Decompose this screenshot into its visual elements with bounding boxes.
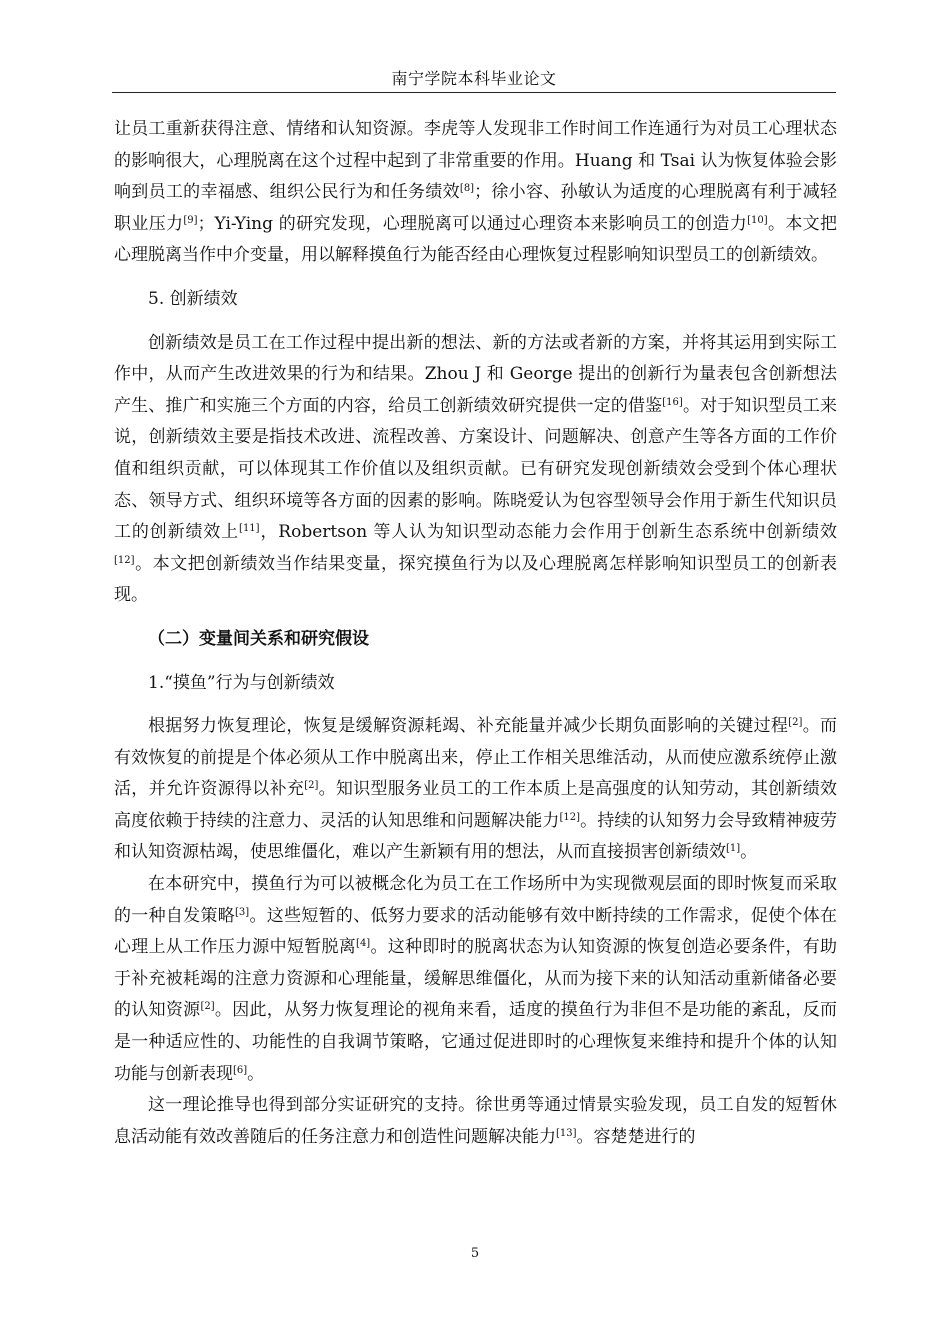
citation: [1] <box>726 843 741 855</box>
citation: [9] <box>183 214 198 226</box>
citation: [2] <box>304 780 319 792</box>
citation: [12] <box>114 554 135 566</box>
paragraph-empirical-support: 这一理论推导也得到部分实证研究的支持。徐世勇等通过情景实验发现，员工自发的短暂休息活动能有效改善随后的任务注意力和创造性问题解决能力[13]。容楚楚进行的 <box>114 1095 837 1147</box>
citation: [6] <box>233 1064 248 1076</box>
running-header: 南宁学院本科毕业论文 <box>391 69 557 88</box>
body-text <box>114 114 837 1153</box>
subheading-innovation-performance: 5. 创新绩效 <box>148 288 238 309</box>
citation: [2] <box>788 717 803 729</box>
citation: [13] <box>556 1127 577 1139</box>
citation: [11] <box>239 523 260 535</box>
citation: [3] <box>235 906 250 918</box>
citation: [2] <box>200 1001 215 1013</box>
citation: [10] <box>747 214 768 226</box>
citation: [8] <box>459 183 475 195</box>
paragraph-psychological-detachment: 让员工重新获得注意、情绪和认知资源。李虎等人发现非工作时间工作连通行为对员工心理状态的影响很大，心理脱离在这个过程中起到了非常重要的作用。Huang 和 Tsai 认为恢复体验会影响到员工的幸福感、组织公民行为和任务绩效[8]；徐小容、孙敏认为适度的心理脱离有利于减轻职业压力[9]；Yi-Ying 的研究发现，心理脱离可以通过心理资本来影响员工的创造力[10]。本文把心理脱离当作中介变量，用以解释摸鱼行为能否经由心理恢复过程影响知识型员工的创新绩效。 <box>114 119 838 266</box>
paragraph-slacking-strategy: 在本研究中，摸鱼行为可以被概念化为员工在工作场所中为实现微观层面的即时恢复而采取的一种自发策略[3]。这些短暂的、低努力要求的活动能够有效中断持续的工作需求，促使个体在心理上从工作压力源中短暂脱离[4]。这种即时的脱离状态为认知资源的恢复创造必要条件，有助于补充被耗竭的注意力资源和心理能量，缓解思维僵化，从而为接下来的认知活动重新储备必要的认知资源[2]。因此，从努力恢复理论的视角来看，适度的摸鱼行为非但不是功能的紊乱，反而是一种适应性的、功能性的自我调节策略，它通过促进即时的心理恢复来维持和提升个体的认知功能与创新表现[6]。 <box>114 874 838 1084</box>
citation: [12] <box>559 811 580 823</box>
paragraph-effort-recovery: 根据努力恢复理论，恢复是缓解资源耗竭、补充能量并减少长期负面影响的关键过程[2]。而有效恢复的前提是个体必须从工作中脱离出来，停止工作相关思维活动，从而使应激系统停止激活，并允许资源得以补充[2]。知识型服务业员工的工作本质上是高强度的认知劳动，其创新绩效高度依赖于持续的注意力、灵活的认知思维和问题解决能力[12]。持续的认知努力会导致精神疲劳和认知资源枯竭，使思维僵化，难以产生新颖有用的想法，从而直接损害创新绩效[1]。 <box>114 716 838 863</box>
section-heading-hypotheses: （二）变量间关系和研究假设 <box>148 628 369 649</box>
page-number: 5 <box>470 1246 480 1261</box>
subheading-slacking-innovation: 1.“摸鱼”行为与创新绩效 <box>148 672 335 693</box>
citation: [4] <box>356 938 371 950</box>
header-rule <box>112 92 836 93</box>
citation: [16] <box>662 396 683 408</box>
paragraph-innovation-performance: 创新绩效是员工在工作过程中提出新的想法、新的方法或者新的方案，并将其运用到实际工作中，从而产生改进效果的行为和结果。Zhou J 和 George 提出的创新行为量表包含创新想法产生、推广和实施三个方面的内容，给员工创新绩效研究提供一定的借鉴[16]。对于知识型员工来说，创新绩效主要是指技术改进、流程改善、方案设计、问题解决、创意产生等各方面的工作价值和组织贡献，可以体现其工作价值以及组织贡献。已有研究发现创新绩效会受到个体心理状态、领导方式、组织环境等各方面的因素的影响。陈晓爱认为包容型领导会作用于新生代知识员工的创新绩效上[11]，Robertson 等人认为知识型动态能力会作用于创新生态系统中创新绩效[12]。本文把创新绩效当作结果变量，探究摸鱼行为以及心理脱离怎样影响知识型员工的创新表现。 <box>114 332 838 606</box>
